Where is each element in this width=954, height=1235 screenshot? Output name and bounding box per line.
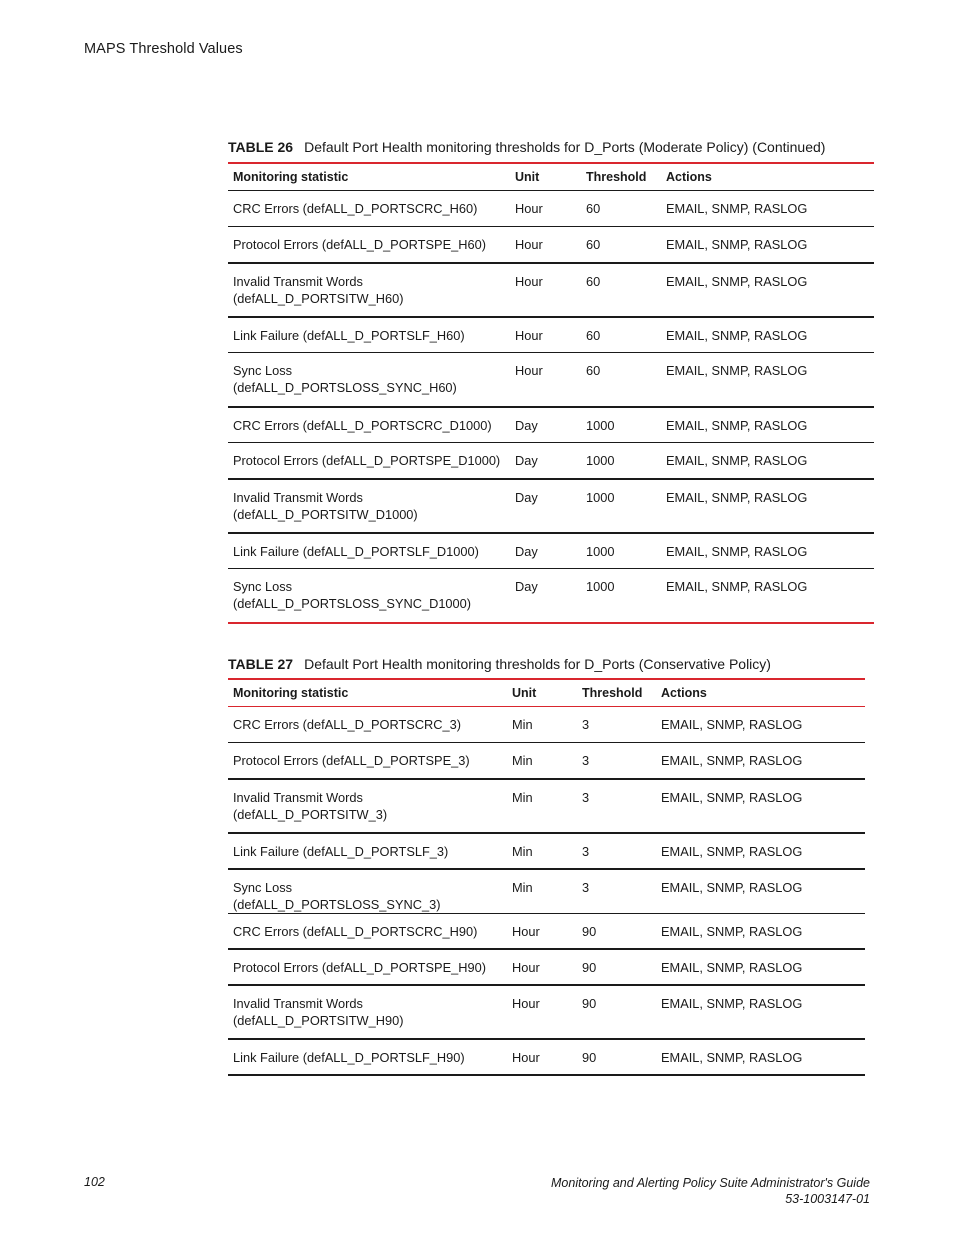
table-row: [228, 227, 874, 263]
column-header: Unit: [507, 679, 577, 707]
table-26-caption: [228, 139, 825, 155]
threshold-cell: 90: [577, 913, 656, 949]
actions-cell: EMAIL, SNMP, RASLOG: [656, 913, 865, 949]
table-row: [228, 743, 865, 779]
statistic-text: CRC Errors (defALL_D_PORTSCRC_D1000): [233, 417, 492, 433]
table-row: [228, 985, 865, 1039]
statistic-text: Sync Loss: [233, 363, 293, 378]
statistic-text: Invalid Transmit Words: [233, 996, 363, 1011]
actions-cell: EMAIL, SNMP, RASLOG: [661, 533, 874, 569]
threshold-cell: 3: [577, 779, 656, 833]
table-row: [228, 707, 865, 743]
table-row: [228, 353, 874, 407]
unit-cell: Hour: [507, 913, 577, 949]
table-27: [228, 678, 865, 1076]
actions-cell: EMAIL, SNMP, RASLOG: [661, 317, 874, 353]
unit-cell: Min: [507, 869, 577, 914]
statistic-text: CRC Errors (defALL_D_PORTSCRC_H60): [233, 201, 478, 216]
table-row: [228, 191, 874, 227]
running-head-title: MAPS Threshold Values: [84, 41, 243, 57]
statistic-text: Link Failure (defALL_D_PORTSLF_3): [233, 843, 449, 859]
unit-cell: Hour: [510, 317, 581, 353]
threshold-cell: 3: [577, 743, 656, 779]
unit-cell: Hour: [507, 985, 577, 1039]
monitoring-statistic-cell: [228, 407, 510, 443]
unit-cell: Day: [515, 579, 538, 594]
table-row: [228, 317, 874, 353]
threshold-cell: 3: [577, 707, 656, 743]
column-header: Unit: [510, 163, 581, 191]
column-header: Threshold: [577, 679, 656, 707]
threshold-cell: 60: [581, 191, 661, 227]
statistic-text: Link Failure (defALL_D_PORTSLF_D1000): [233, 543, 479, 559]
table-row: [228, 913, 865, 949]
statistic-text: CRC Errors (defALL_D_PORTSCRC_H90): [233, 923, 478, 939]
column-header: Monitoring statistic: [228, 679, 507, 707]
table-row: [228, 533, 874, 569]
table-title: Default Port Health monitoring thresholds for D_Ports (Conservative Policy): [304, 656, 771, 672]
statistic-text: CRC Errors (defALL_D_PORTSCRC_3): [233, 717, 462, 732]
unit-cell: Day: [510, 479, 581, 533]
statistic-text: Sync Loss (defALL_D_PORTSLOSS_SYNC_3): [233, 879, 441, 912]
statistic-text: Protocol Errors (defALL_D_PORTSPE_H60): [233, 237, 486, 252]
threshold-cell: 1000: [586, 579, 615, 594]
statistic-text: (defALL_D_PORTSITW_3): [233, 806, 388, 822]
actions-cell: EMAIL, SNMP, RASLOG: [661, 443, 874, 479]
monitoring-statistic-cell: [228, 913, 507, 949]
threshold-cell: 90: [577, 985, 656, 1039]
statistic-text: Sync Loss: [233, 579, 293, 594]
monitoring-statistic-cell: [228, 569, 510, 623]
table-title: Default Port Health monitoring thresholds for D_Ports (Moderate Policy) (Continued): [304, 139, 826, 155]
actions-cell: EMAIL, SNMP, RASLOG: [661, 353, 874, 407]
threshold-cell: 1000: [581, 479, 661, 533]
statistic-text: Invalid Transmit Words: [233, 273, 363, 289]
statistic-text: Protocol Errors (defALL_D_PORTSPE_D1000): [233, 453, 501, 468]
actions-cell: EMAIL, SNMP, RASLOG: [656, 779, 865, 833]
monitoring-statistic-cell: [228, 353, 510, 407]
actions-cell: EMAIL, SNMP, RASLOG: [656, 833, 865, 869]
monitoring-statistic-cell: [228, 779, 507, 833]
table-row: [228, 263, 874, 317]
threshold-cell: 90: [582, 1050, 597, 1065]
unit-cell: Hour: [507, 949, 577, 985]
document-id: 53-1003147-01: [785, 1192, 870, 1206]
unit-cell: Hour: [510, 353, 581, 407]
threshold-cell: 60: [581, 353, 661, 407]
table-row: [228, 1039, 865, 1075]
monitoring-statistic-cell: [228, 227, 510, 263]
monitoring-statistic-cell: [228, 479, 510, 533]
statistic-text: Link Failure (defALL_D_PORTSLF_H90): [233, 1050, 465, 1065]
book-title: Monitoring and Alerting Policy Suite Administrator's Guide: [551, 1176, 870, 1190]
monitoring-statistic-cell: [228, 869, 507, 914]
actions-cell: EMAIL, SNMP, RASLOG: [661, 479, 874, 533]
statistic-text: (defALL_D_PORTSITW_D1000): [233, 506, 418, 522]
statistic-text: Protocol Errors (defALL_D_PORTSPE_H90): [233, 960, 486, 975]
table-27-caption: [228, 656, 771, 672]
unit-cell: Min: [507, 833, 577, 869]
monitoring-statistic-cell: [228, 533, 510, 569]
table-number: TABLE 27: [228, 656, 294, 672]
actions-cell: EMAIL, SNMP, RASLOG: [656, 707, 865, 743]
monitoring-statistic-cell: [228, 1039, 507, 1075]
table-row: [228, 443, 874, 479]
unit-cell: Min: [507, 779, 577, 833]
table-number: TABLE 26: [228, 139, 294, 155]
table-26: [228, 162, 874, 624]
actions-cell: EMAIL, SNMP, RASLOG: [656, 869, 865, 914]
monitoring-statistic-cell: [228, 985, 507, 1039]
table-row: [228, 569, 874, 623]
actions-cell: EMAIL, SNMP, RASLOG: [661, 1050, 803, 1065]
threshold-cell: 60: [581, 317, 661, 353]
table-row: [228, 833, 865, 869]
actions-cell: EMAIL, SNMP, RASLOG: [661, 263, 874, 317]
threshold-cell: 1000: [581, 443, 661, 479]
statistic-text: (defALL_D_PORTSITW_H90): [233, 1013, 404, 1028]
threshold-cell: 60: [581, 263, 661, 317]
threshold-cell: 1000: [581, 407, 661, 443]
threshold-cell: 60: [581, 227, 661, 263]
column-header: Monitoring statistic: [228, 163, 510, 191]
table-row: [228, 407, 874, 443]
monitoring-statistic-cell: [228, 707, 507, 743]
page-number: 102: [84, 1175, 105, 1189]
threshold-cell: 90: [577, 949, 656, 985]
monitoring-statistic-cell: [228, 317, 510, 353]
unit-cell: Min: [507, 707, 577, 743]
table-header-row: [228, 679, 865, 707]
unit-cell: Day: [510, 443, 581, 479]
column-header: Actions: [661, 163, 874, 191]
actions-cell: EMAIL, SNMP, RASLOG: [661, 227, 874, 263]
statistic-text: Link Failure (defALL_D_PORTSLF_H60): [233, 327, 465, 343]
actions-cell: EMAIL, SNMP, RASLOG: [656, 743, 865, 779]
statistic-text: (defALL_D_PORTSLOSS_SYNC_D1000): [233, 596, 472, 611]
statistic-text: Protocol Errors (defALL_D_PORTSPE_3): [233, 753, 470, 768]
monitoring-statistic-cell: [228, 263, 510, 317]
monitoring-statistic-cell: [228, 833, 507, 869]
actions-cell: EMAIL, SNMP, RASLOG: [661, 191, 874, 227]
table-row: [228, 949, 865, 985]
actions-cell: EMAIL, SNMP, RASLOG: [656, 949, 865, 985]
footer-book-info: [551, 1175, 870, 1207]
monitoring-statistic-cell: [228, 443, 510, 479]
statistic-text: Invalid Transmit Words: [233, 489, 363, 505]
unit-cell: Min: [507, 743, 577, 779]
actions-cell: EMAIL, SNMP, RASLOG: [661, 407, 874, 443]
monitoring-statistic-cell: [228, 949, 507, 985]
unit-cell: Day: [510, 533, 581, 569]
actions-cell: EMAIL, SNMP, RASLOG: [666, 579, 808, 594]
table-row: [228, 479, 874, 533]
unit-cell: Hour: [512, 1050, 540, 1065]
unit-cell: Hour: [510, 227, 581, 263]
unit-cell: Hour: [510, 263, 581, 317]
unit-cell: Day: [510, 407, 581, 443]
statistic-text: (defALL_D_PORTSLOSS_SYNC_H60): [233, 380, 457, 395]
table-row: [228, 779, 865, 833]
table-row: [228, 869, 865, 914]
threshold-cell: 3: [577, 869, 656, 914]
table-header-row: [228, 163, 874, 191]
statistic-text: (defALL_D_PORTSITW_H60): [233, 290, 404, 306]
threshold-cell: 1000: [581, 533, 661, 569]
actions-cell: EMAIL, SNMP, RASLOG: [656, 985, 865, 1039]
monitoring-statistic-cell: [228, 743, 507, 779]
column-header: Actions: [656, 679, 865, 707]
threshold-cell: 3: [577, 833, 656, 869]
monitoring-statistic-cell: [228, 191, 510, 227]
column-header: Threshold: [581, 163, 661, 191]
unit-cell: Hour: [510, 191, 581, 227]
statistic-text: Invalid Transmit Words: [233, 789, 363, 805]
